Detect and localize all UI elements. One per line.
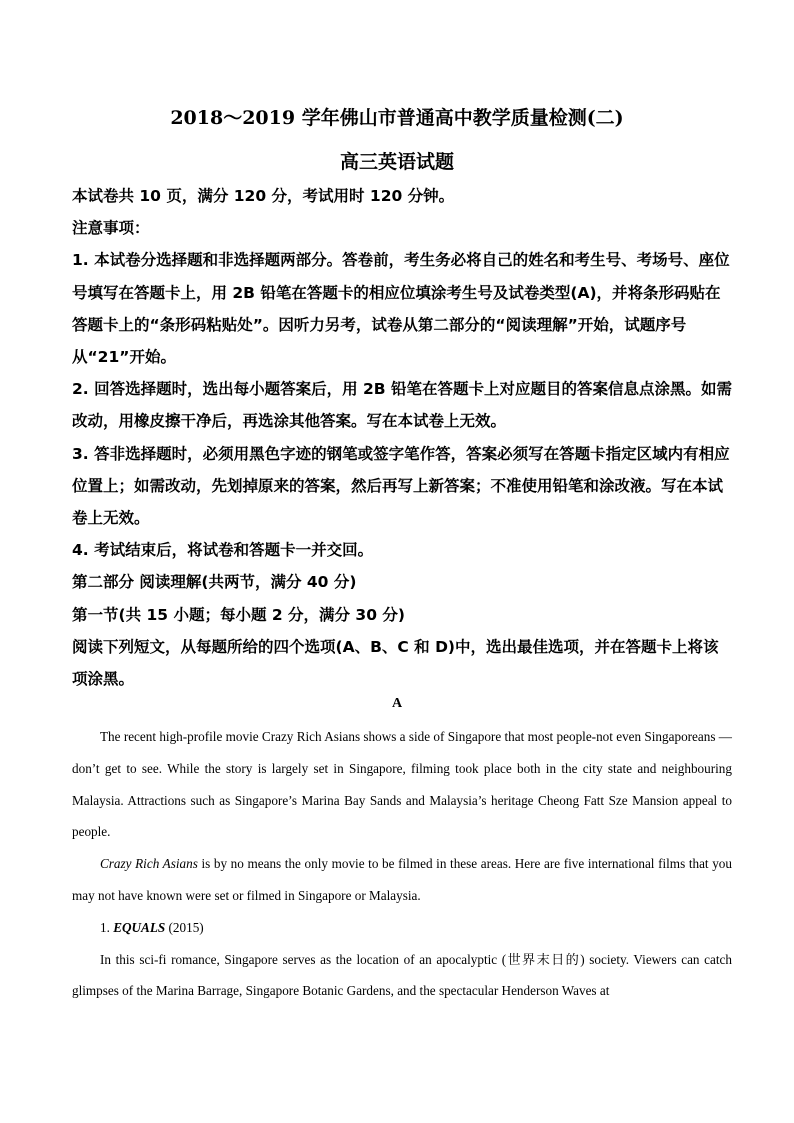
section1-heading: 第一节(共 15 小题；每小题 2 分，满分 30 分) [72,605,405,624]
passage-label: A [391,696,403,711]
passage-paragraph-3: In this sci-fi romance, Singapore serves as the location of an apocalyptic (世界末日的) society. Viewers can catch glimpses of the Marina Barrage, Singapore Botanic Gardens, and the spectacular Henderson Waves at [72,951,732,999]
reading-instruction: 阅读下列短文，从每题所给的四个选项(A、B、C 和 D)中，选出最佳选项，并在答题卡上将该项涂黑。 [72,637,719,689]
pages-line: 本试卷共 10 页，满分 120 分，考试用时 120 分钟。 [72,187,455,205]
notice-item-2: 2. 回答选择题时，选出每小题答案后，用 2B 铅笔在答题卡上对应题目的答案信息点涂黑。如需改动，用橡皮擦干净后，再选涂其他答案。写在本试卷上无效。 [72,380,732,431]
exam-subtitle: 高三英语试题 [339,151,454,173]
film-item-year: (2015) [165,919,204,935]
movie-title: Crazy Rich Asians [100,856,198,872]
notice-item-1: 1. 本试卷分选择题和非选择题两部分。答卷前，考生务必将自己的姓名和考生号、考场号、座位号填写在答题卡上，用 2B 铅笔在答题卡的相应位填涂考生号及试卷类型(A)，并将条形码贴在答题卡上的“条形码粘贴处”。因听力另考，试卷从第二部分的“阅读理解”开始，试题序号从“21”开始。 [72,251,730,367]
passage-paragraph-2 [72,848,732,912]
part2-heading: 第二部分 阅读理解(共两节，满分 40 分) [72,573,357,592]
passage-paragraph-2-text: is by no means the only movie to be filmed in these areas. Here are five international films that you may not have known were set or filmed in Singapore or Malaysia. [72,856,732,903]
exam-title: 2018～2019 学年佛山市普通高中教学质量检测(二) [170,107,624,129]
notice-title: 注意事项： [72,219,150,238]
film-item-number: 1. [100,919,114,935]
film-item-1 [72,912,732,944]
passage-paragraph-1: The recent high-profile movie Crazy Rich Asians shows a side of Singapore that most people-not even Singaporeans — don’t get to see. While the story is largely set in Singapore, filming took place both in the city state and neighbouring Malaysia. Attractions such as Singapore’s Marina Bay Sands and Malaysia’s heritage Cheong Fatt Sze Mansion appeal to people. [72,729,732,840]
film-item-title: EQUALS [113,919,166,935]
notice-item-4: 4. 考试结束后，将试卷和答题卡一并交回。 [72,541,374,560]
instructions-block [72,180,732,695]
passage-a [72,721,732,1007]
notice-item-3: 3. 答非选择题时，必须用黑色字迹的钢笔或签字笔作答，答案必须写在答题卡指定区域内有相应位置上；如需改动，先划掉原来的答案，然后再写上新答案；不准使用铅笔和涂改液。写在本试卷上无效。 [72,444,730,528]
